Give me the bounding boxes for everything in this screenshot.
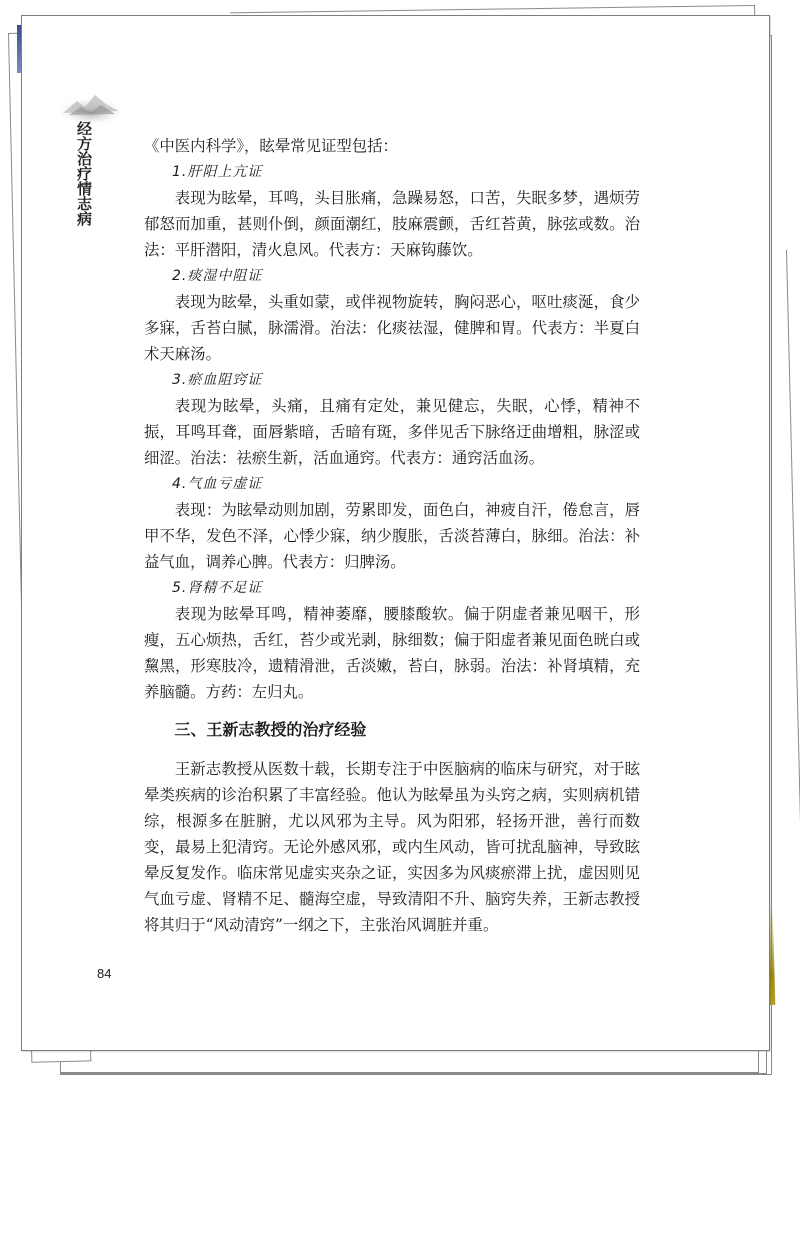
section-text: 王新志教授从医数十载，长期专注于中医脑病的临床与研究，对于眩晕类疾病的诊治积累了丰富经验。他认为眩晕虽为头窍之病，实则病机错综，根源多在脏腑，尤以风邪为主导。风为阳邪，轻扬开泄，善行而数变，最易上犯清窍。无论外感风邪，或内生风动，皆可扰乱脑神，导致眩晕反复发作。临床常见虚实夹杂之证，实因多为风痰瘀滞上扰，虚因则见气血亏虚、肾精不足、髓海空虚，导致清阳不升、脑窍失养，王新志教授将其归于“风动清窍”一纲之下，主张治风调脏并重。 (144, 760, 640, 934)
syndrome-heading: 4.气血亏虚证 (172, 476, 263, 492)
book-title-vertical: 经方治疗情志病 (75, 121, 93, 226)
syndrome-heading: 3.瘀血阻窍证 (172, 372, 263, 388)
intro-text: 《中医内科学》，眩晕常见证型包括： (144, 137, 398, 155)
syndrome-text: 表现为眩晕，头痛，且痛有定处，兼见健忘，失眠，心悸，精神不振，耳鸣耳聋，面唇紫暗，舌暗有斑，多伴见舌下脉络迂曲增粗，脉涩或细涩。治法：祛瘀生新，活血通窍。代表方：通窍活血汤。 (144, 397, 640, 467)
syndrome-text: 表现为眩晕耳鸣，精神萎靡，腰膝酸软。偏于阴虚者兼见咽干，形瘦，五心烦热，舌红，苔少或光剥，脉细数；偏于阳虚者兼见面色晄白或黧黑，形寒肢冷，遗精滑泄，舌淡嫩，苔白，脉弱。治法：补肾填精，充养脑髓。方药：左归丸。 (144, 605, 640, 701)
syndrome-text: 表现：为眩晕动则加剧，劳累即发，面色白，神疲自汗，倦怠言，唇甲不华，发色不泽，心悸少寐，纳少腹胀，舌淡苔薄白，脉细。治法：补益气血，调养心脾。代表方：归脾汤。 (144, 501, 640, 571)
syndrome-text: 表现为眩晕，头重如蒙，或伴视物旋转，胸闷恶心，呕吐痰涎，食少多寐，舌苔白腻，脉濡滑。治法：化痰祛湿，健脾和胃。代表方：半夏白术天麻汤。 (144, 293, 640, 363)
mountain-ink-icon (55, 81, 127, 125)
page-content (144, 133, 640, 938)
syndrome-heading: 1.肝阳上亢证 (172, 164, 263, 180)
syndrome-heading: 2.痰湿中阻证 (172, 268, 263, 284)
section-heading: 三、王新志教授的治疗经验 (174, 720, 367, 739)
syndrome-heading: 5.肾精不足证 (172, 580, 263, 596)
page-number: 84 (97, 966, 112, 981)
syndrome-text: 表现为眩晕，耳鸣，头目胀痛，急躁易怒，口苦，失眠多梦，遇烦劳郁怒而加重，甚则仆倒，颜面潮红，肢麻震颤，舌红苔黄，脉弦或数。治法：平肝潜阳，清火息风。代表方：天麻钩藤饮。 (144, 189, 640, 259)
